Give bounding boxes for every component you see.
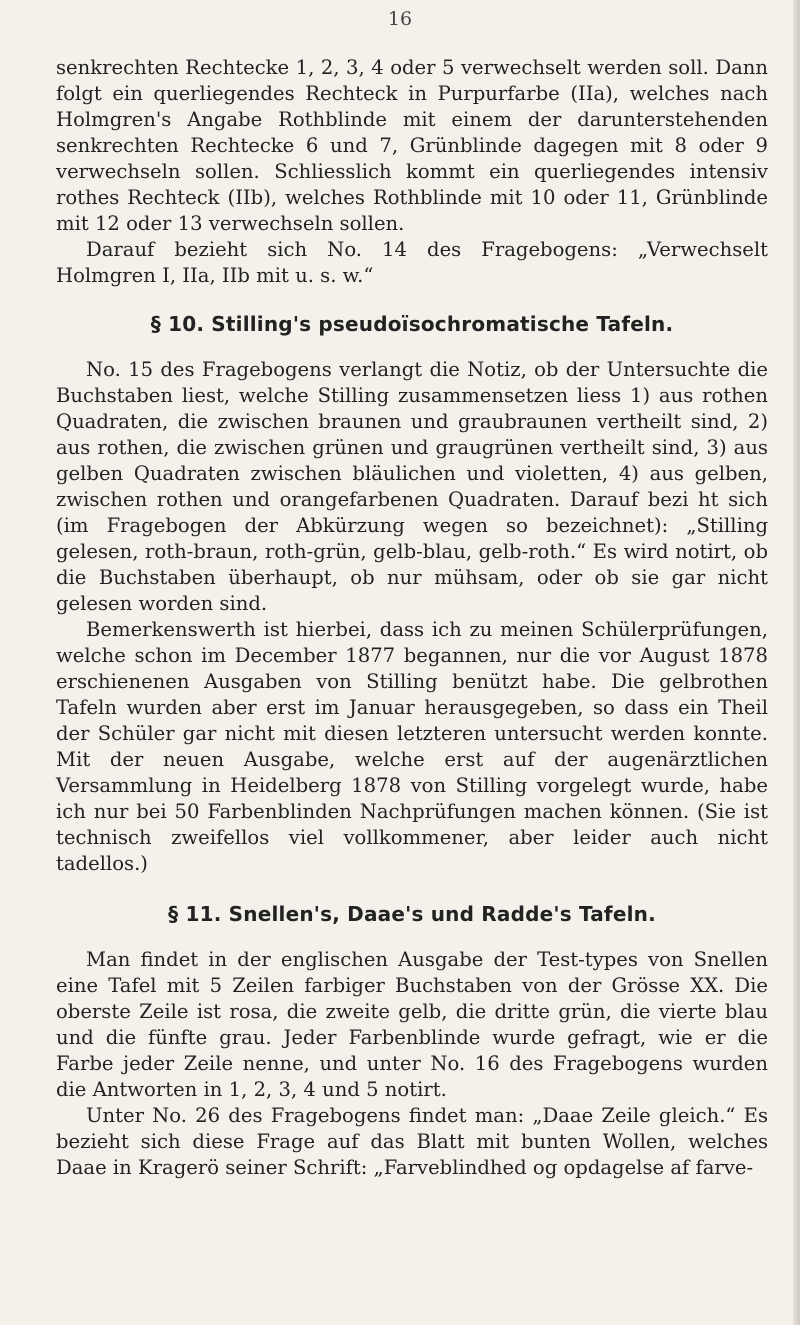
paragraph: No. 15 des Fragebogens verlangt die Notiz, ob der Untersuchte die Buchstaben liest, welche Stilling zusammensetzen liess 1) aus rothen Quadraten, die zwischen braunen und graubraunen vertheilt sind, 2) aus rothen, die zwischen grünen und graugrünen vertheilt sind, 3) aus gelben Quadraten zwischen bläulichen und violetten, 4) aus gelben, zwischen rothen und orangefarbenen Quadraten. Darauf bezi ht sich (im Fragebogen der Abkürzung wegen so bezeichnet): „Stilling gelesen, roth-braun, roth-grün, gelb-blau, gelb-roth.“ Es wird notirt, ob die Buchstaben überhaupt, ob nur mühsam, oder ob sie gar nicht gelesen worden sind. [56,358,768,615]
page-number: 16 [387,8,413,30]
page-edge [793,0,800,1325]
page-body [56,55,768,1181]
paragraph: Man findet in der englischen Ausgabe der Test-types von Snellen eine Tafel mit 5 Zeilen farbiger Buchstaben von der Grösse XX. Die oberste Zeile ist rosa, die zweite gelb, die dritte grün, die vierte blau und die fünfte grau. Jeder Farbenblinde wurde gefragt, wie er die Farbe jeder Zeile nenne, und unter No. 16 des Fragebogens wurden die Antworten in 1, 2, 3, 4 und 5 notirt. [56,948,768,1101]
section-heading: § 11. Snellen's, Daae's und Radde's Tafeln. [168,902,656,926]
paragraph: senkrechten Rechtecke 1, 2, 3, 4 oder 5 verwechselt werden soll. Dann folgt ein querliegendes Rechteck in Purpurfarbe (IIa), welches nach Holmgren's Angabe Rothblinde mit einem der darunterstehenden senkrechten Rechtecke 6 und 7, Grünblinde dagegen mit 8 oder 9 verwechseln sollen. Schliesslich kommt ein querliegendes intensiv rothes Rechteck (IIb), welches Rothblinde mit 10 oder 11, Grünblinde mit 12 oder 13 verwechseln sollen. [56,56,768,235]
paragraph: Darauf bezieht sich No. 14 des Fragebogens: „Verwechselt Holmgren I, IIa, IIb mit u. s. w.“ [56,238,768,287]
section-heading: § 10. Stilling's pseudoïsochromatische Tafeln. [150,312,674,336]
paragraph: Unter No. 26 des Fragebogens findet man: „Daae Zeile gleich.“ Es bezieht sich diese Frage auf das Blatt mit bunten Wollen, welches Daae in Kragerö seiner Schrift: „Farveblindhed og opdagelse af farve- [56,1104,768,1179]
paragraph: Bemerkenswerth ist hierbei, dass ich zu meinen Schülerprüfungen, welche schon im December 1877 begannen, nur die vor August 1878 erschienenen Ausgaben von Stilling benützt habe. Die gelbrothen Tafeln wurden aber erst im Januar herausgegeben, so dass ein Theil der Schüler gar nicht mit diesen letzteren untersucht werden konnte. Mit der neuen Ausgabe, welche erst auf der augenärztlichen Versammlung in Heidelberg 1878 von Stilling vorgelegt wurde, habe ich nur bei 50 Farbenblinden Nachprüfungen machen können. (Sie ist technisch zweifellos viel vollkommener, aber leider auch nicht tadellos.) [56,618,768,875]
